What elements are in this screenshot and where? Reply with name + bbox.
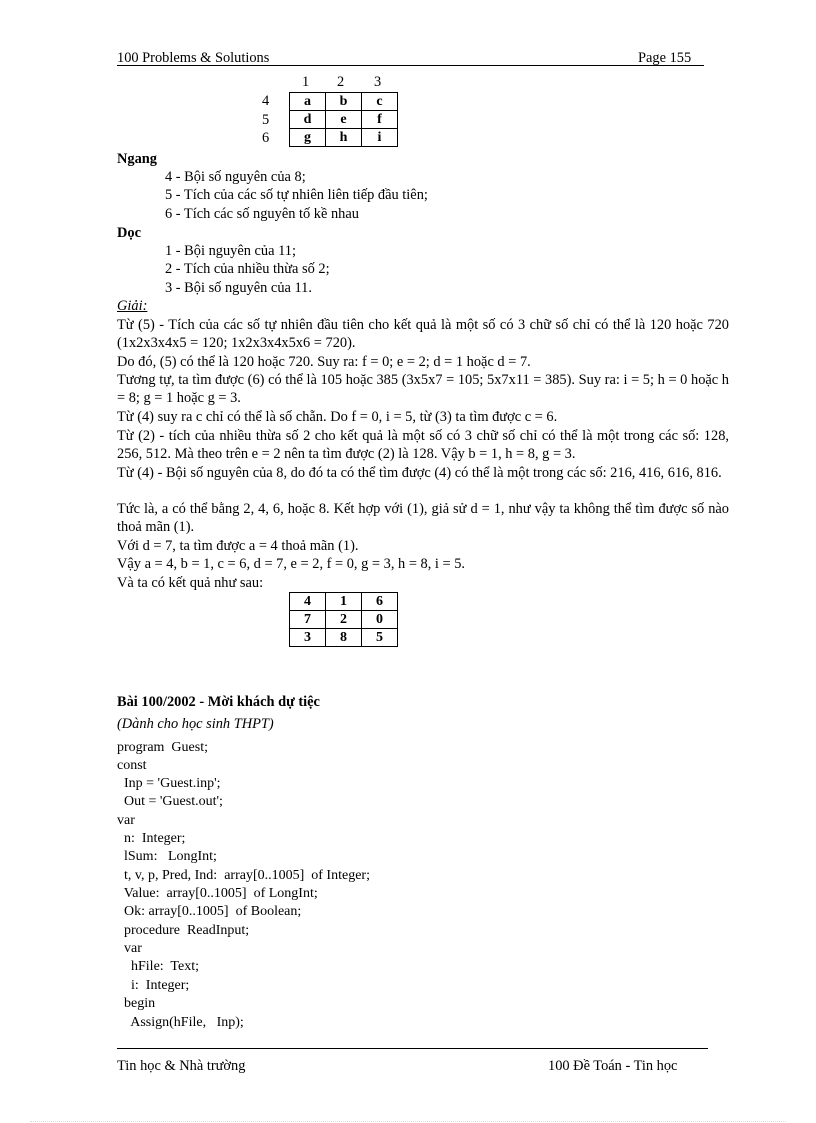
crossword-cell: a [290,93,326,111]
down-clue: 1 - Bội nguyên của 11; [165,243,296,259]
code-line: Inp = 'Guest.inp'; [117,776,221,791]
page-bottom-edge [30,1121,786,1122]
header-page-number: Page 155 [638,50,692,66]
across-clue: 5 - Tích của các số tự nhiên liên tiếp đầu tiên; [165,187,428,203]
result-cell: 4 [290,593,326,611]
crossword-cell: g [290,129,326,147]
result-cell: 3 [290,629,326,647]
crossword-row-6: 6 [262,130,270,146]
footer-left: Tin học & Nhà trường [117,1058,246,1074]
header-left: 100 Problems & Solutions [117,50,270,66]
down-clue: 2 - Tích của nhiều thừa số 2; [165,261,330,277]
result-cell: 8 [326,629,362,647]
crossword-col-3: 3 [374,74,382,90]
crossword-cell: e [326,111,362,129]
solution-paragraph: Tức là, a có thể bằng 2, 4, 6, hoặc 8. Kết hợp với (1), giả sử d = 1, như vậy ta không thể tìm được số nào thoả mãn (1). [117,501,729,536]
solution-paragraph: Từ (4) suy ra c chỉ có thể là số chẵn. Do f = 0, i = 5, từ (3) ta tìm được c = 6. [117,409,558,425]
down-title: Dọc [117,225,141,241]
across-clue: 4 - Bội số nguyên của 8; [165,169,306,185]
code-line: Value: array[0..1005] of LongInt; [117,886,318,901]
result-cell: 5 [362,629,398,647]
code-line: Ok: array[0..1005] of Boolean; [117,904,302,919]
code-line: var [117,941,142,956]
crossword-row-5: 5 [262,112,270,128]
solution-paragraph: Do đó, (5) có thể là 120 hoặc 720. Suy ra: f = 0; e = 2; d = 1 hoặc d = 7. [117,354,531,370]
header-divider [117,65,704,66]
crossword-cell: c [362,93,398,111]
crossword-row-4: 4 [262,93,270,109]
code-line: Out = 'Guest.out'; [117,794,223,809]
crossword-cell: i [362,129,398,147]
solution-paragraph: Tương tự, ta tìm được (6) có thể là 105 hoặc 385 (3x5x7 = 105; 5x7x11 = 385). Suy ra: i = 5; h = 0 hoặc h = 8; g = 1 hoặc g = 3. [117,372,729,407]
code-line: n: Integer; [117,831,186,846]
result-cell: 7 [290,611,326,629]
result-cell: 2 [326,611,362,629]
code-line: Assign(hFile, Inp); [117,1015,244,1030]
code-line: program Guest; [117,740,208,755]
solution-paragraph: Từ (5) - Tích của các số tự nhiên đầu tiên cho kết quả là một số có 3 chữ số chỉ có thể là 120 hoặc 720 (1x2x3x4x5 = 120; 1x2x3x4x5x6 = 720). [117,317,729,352]
code-line: lSum: LongInt; [117,849,217,864]
code-line: begin [117,996,156,1011]
solution-paragraph: Từ (2) - tích của nhiều thừa số 2 cho kết quả là một số có 3 chữ số chỉ có thể là một trong các số: 128, 256, 512. Mà theo trên e = 2 nên ta tìm được (2) là 128. Vậy b = 1, h = 8, g = 3. [117,428,729,463]
code-line: t, v, p, Pred, Ind: array[0..1005] of Integer; [117,868,370,883]
across-title: Ngang [117,151,157,167]
crossword-cell: b [326,93,362,111]
result-cell: 1 [326,593,362,611]
code-line: procedure ReadInput; [117,923,250,938]
problem-title: Bài 100/2002 - Mời khách dự tiệc [117,694,320,710]
result-grid [289,592,398,647]
problem-subtitle: (Dành cho học sinh THPT) [117,716,274,732]
code-line: hFile: Text; [117,959,199,974]
code-line: const [117,758,147,773]
solution-paragraph: Và ta có kết quả như sau: [117,575,264,591]
result-cell: 6 [362,593,398,611]
crossword-cell: d [290,111,326,129]
result-cell: 0 [362,611,398,629]
down-clue: 3 - Bội số nguyên của 11. [165,280,312,296]
footer-divider [117,1048,708,1049]
crossword-col-2: 2 [337,74,345,90]
solution-paragraph: Vậy a = 4, b = 1, c = 6, d = 7, e = 2, f = 0, g = 3, h = 8, i = 5. [117,556,466,572]
crossword-grid [289,92,398,147]
across-clue: 6 - Tích các số nguyên tố kề nhau [165,206,359,222]
crossword-col-1: 1 [302,74,310,90]
solution-title: Giải: [117,298,148,314]
code-line: i: Integer; [117,978,190,993]
solution-paragraph: Với d = 7, ta tìm được a = 4 thoả mãn (1). [117,538,359,554]
solution-paragraph: Từ (4) - Bội số nguyên của 8, do đó ta có thể tìm được (4) có thể là một trong các số: 216, 416, 616, 816. [117,465,722,481]
footer-right: 100 Đề Toán - Tin học [548,1058,678,1074]
crossword-cell: f [362,111,398,129]
crossword-cell: h [326,129,362,147]
code-line: var [117,813,135,828]
